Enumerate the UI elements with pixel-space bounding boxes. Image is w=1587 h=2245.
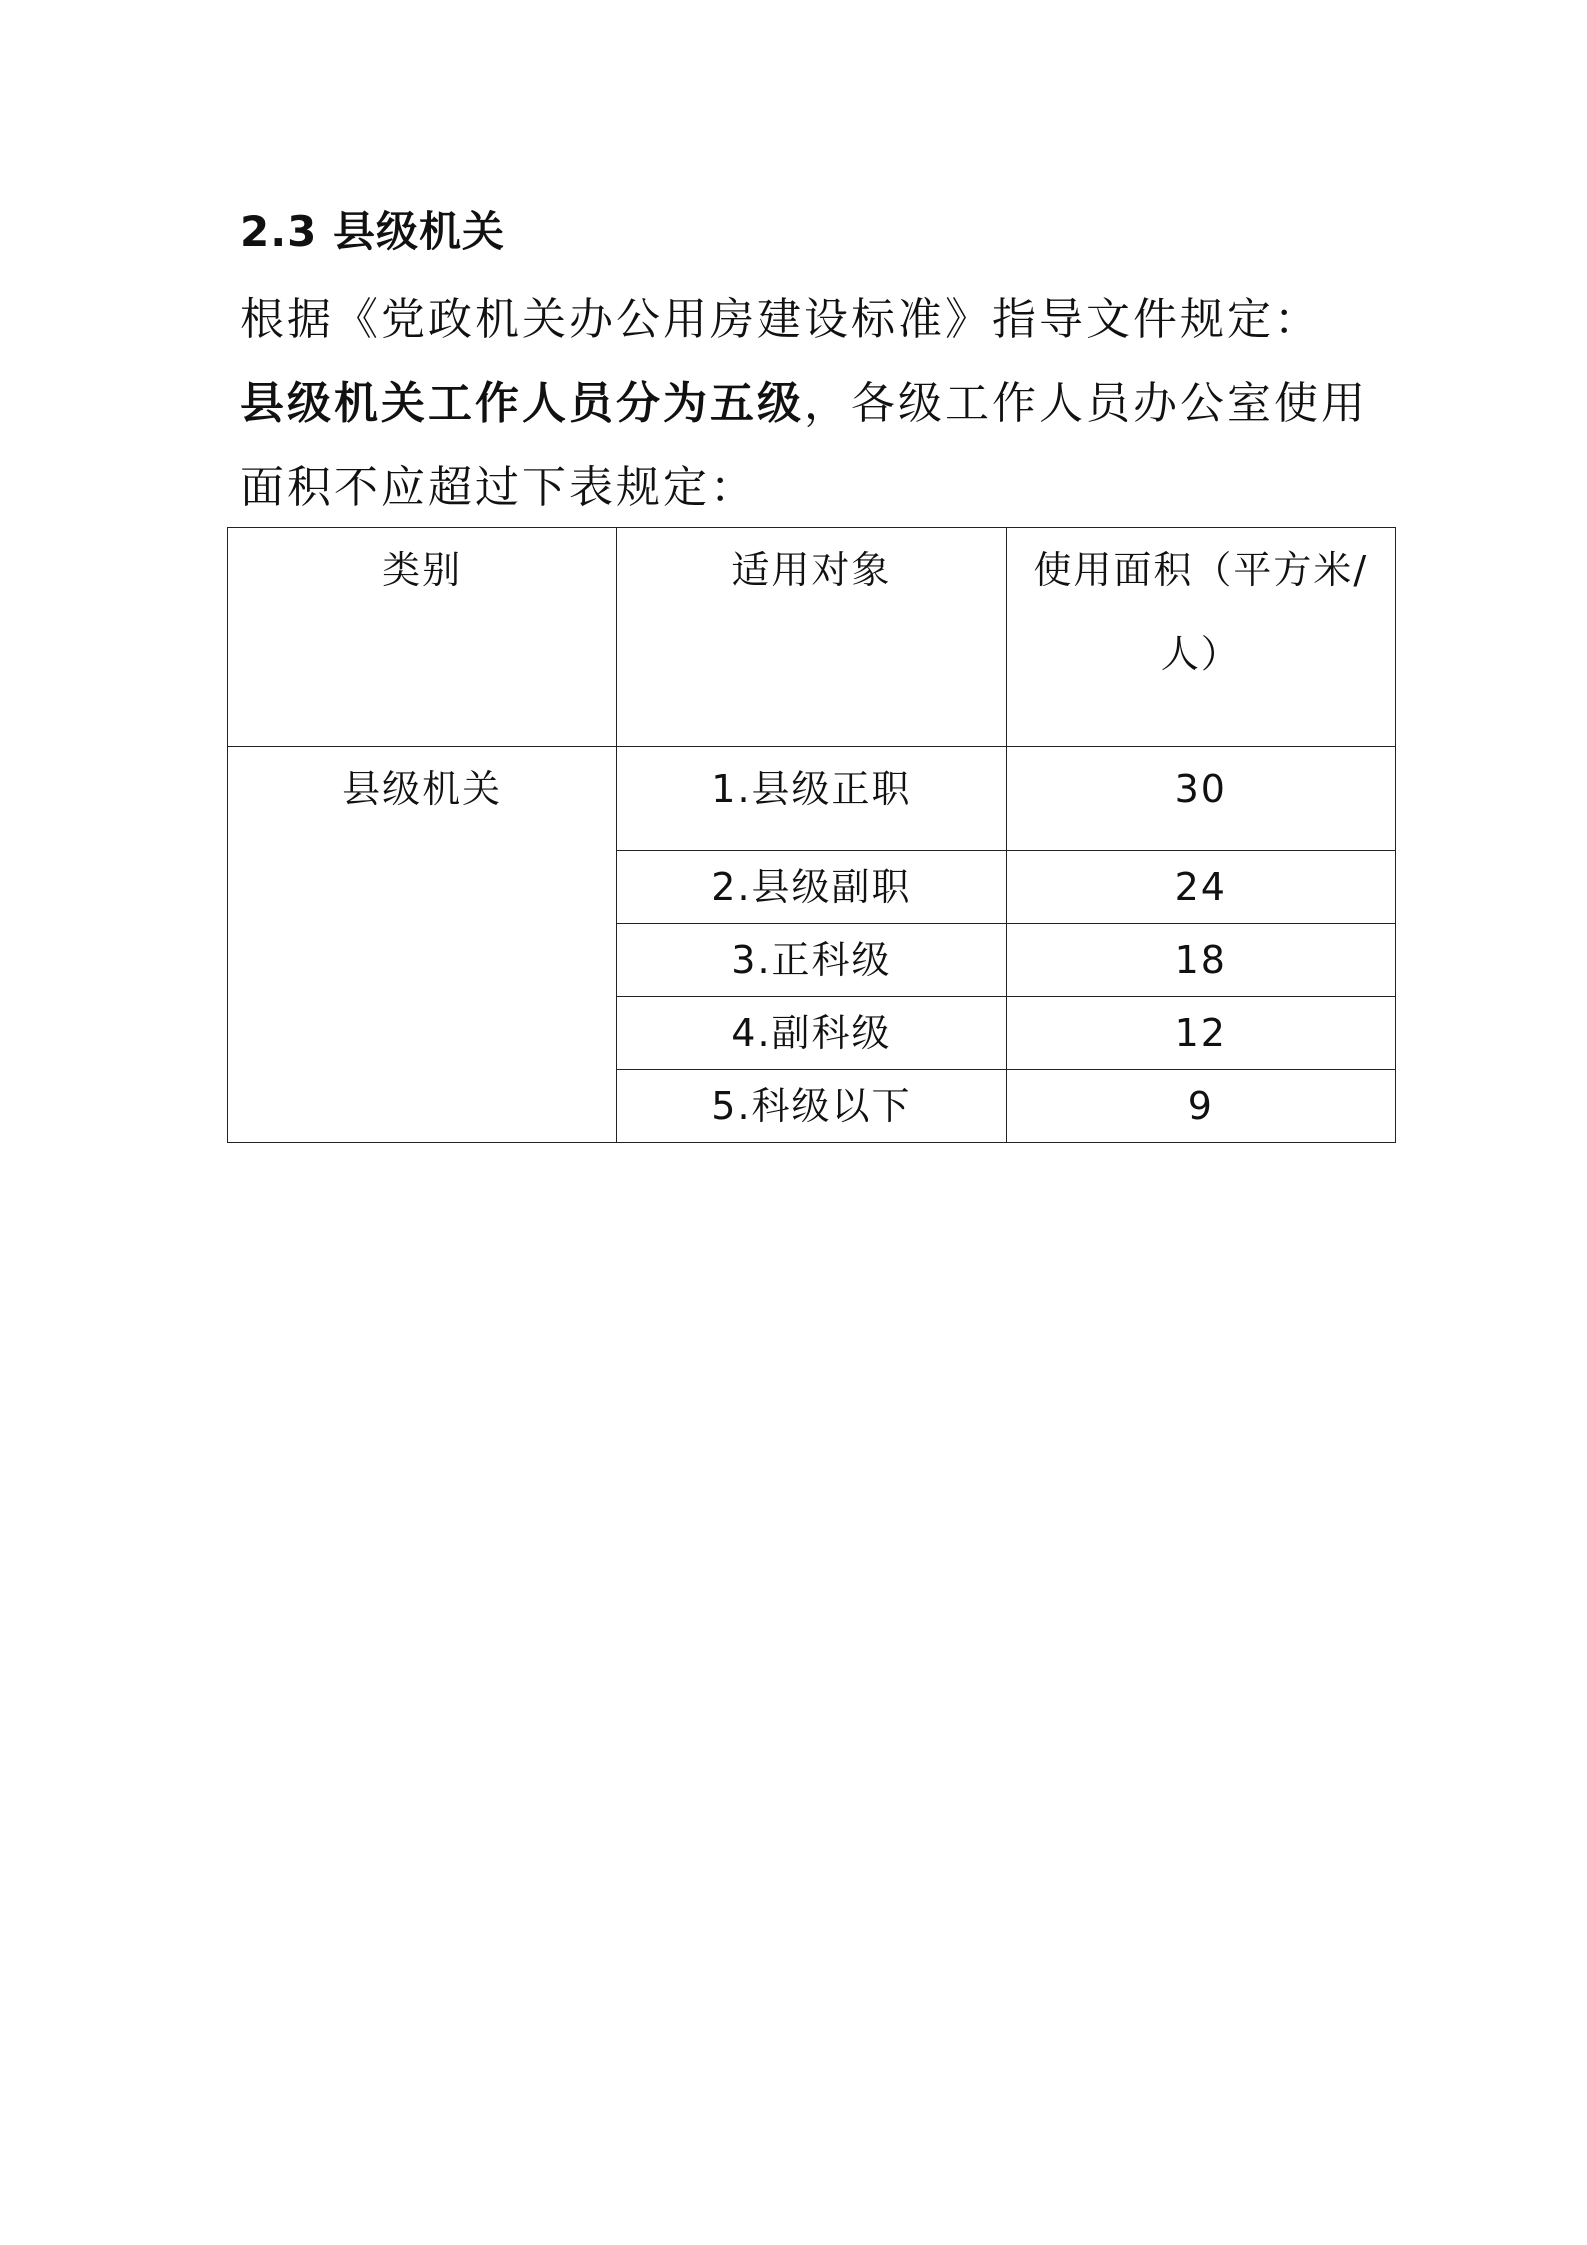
header-category: 类别	[228, 528, 617, 747]
target-cell: 3.正科级	[617, 924, 1006, 997]
intro-line: 根据《党政机关办公用房建设标准》指导文件规定：	[240, 294, 1321, 345]
area-cell: 18	[1006, 924, 1395, 997]
category-cell: 县级机关	[228, 747, 617, 1143]
area-cell: 12	[1006, 997, 1395, 1070]
section-heading: 2.3 县级机关	[240, 207, 506, 256]
target-cell: 4.副科级	[617, 997, 1006, 1070]
target-cell: 5.科级以下	[617, 1070, 1006, 1143]
target-cell: 2.县级副职	[617, 851, 1006, 924]
intro-paragraph	[240, 278, 1390, 530]
document-body	[240, 200, 1390, 530]
area-cell: 30	[1006, 747, 1395, 851]
area-cell: 24	[1006, 851, 1395, 924]
header-target: 适用对象	[617, 528, 1006, 747]
table-row	[228, 747, 1396, 851]
header-area: 使用面积（平方米/人）	[1006, 528, 1395, 747]
table-header-row	[228, 528, 1396, 747]
office-area-table	[227, 527, 1396, 1143]
area-cell: 9	[1006, 1070, 1395, 1143]
target-cell: 1.县级正职	[617, 747, 1006, 851]
bold-statement: 县级机关工作人员分为五级	[240, 378, 804, 429]
statement-rest: ，各级工作人员办公室使用面积不应超过下表规定：	[240, 378, 1368, 513]
